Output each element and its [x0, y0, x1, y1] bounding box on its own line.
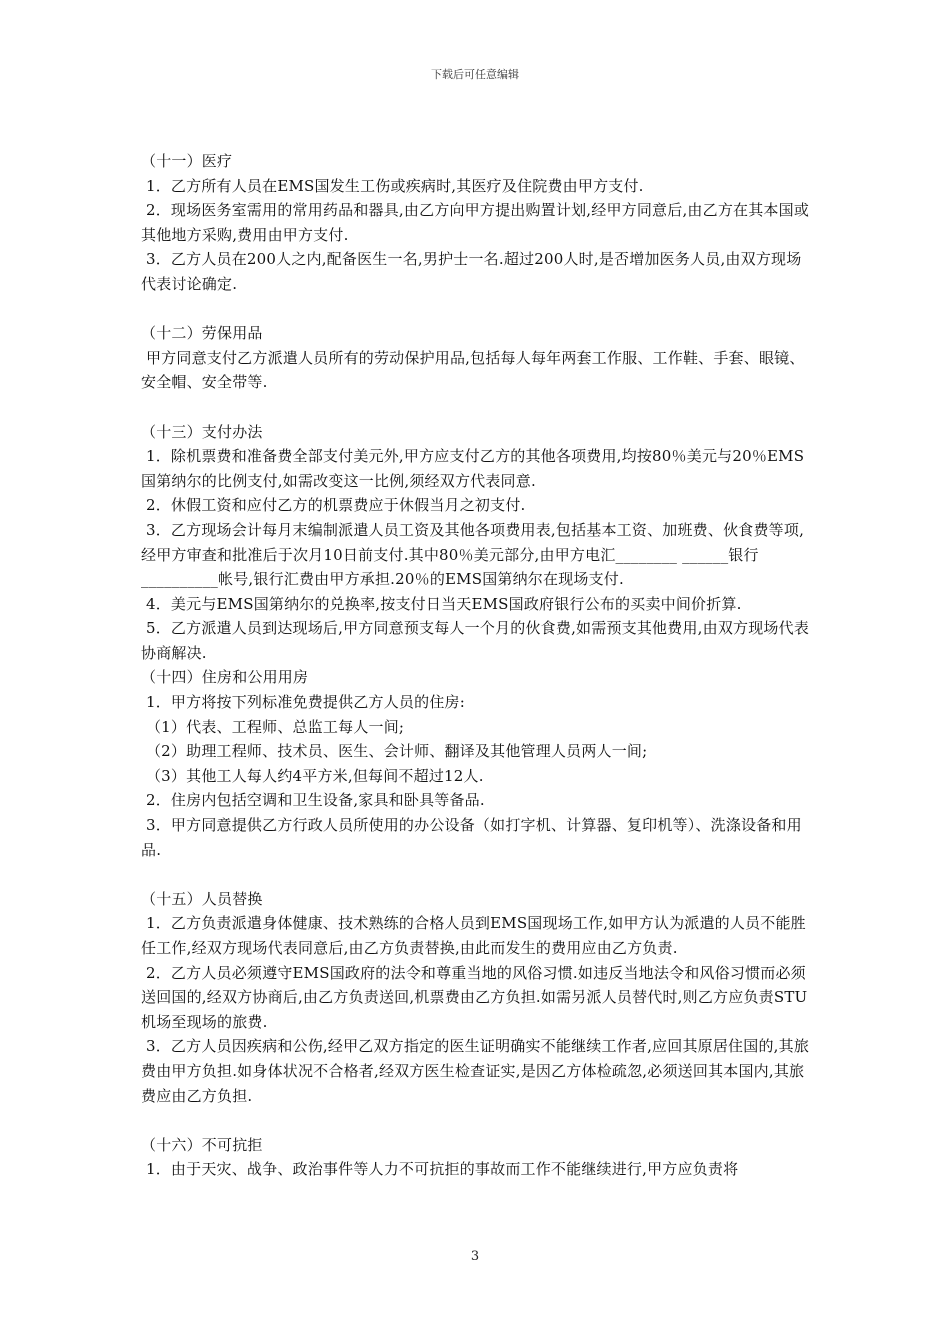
- document-body: [141, 149, 811, 1182]
- paragraph: 2．住房内包括空调和卫生设备,家具和卧具等备品.: [141, 791, 485, 810]
- blank-line: [141, 862, 811, 887]
- paragraph: （十六）不可抗拒: [141, 1135, 263, 1154]
- paragraph: （1）代表、工程师、总监工每人一间;: [141, 717, 405, 736]
- paragraph: 2．休假工资和应付乙方的机票费应于休假当月之初支付.: [141, 496, 526, 515]
- paragraph: 4．美元与EMS国第纳尔的兑换率,按支付日当天EMS国政府银行公布的买卖中间价折算.: [141, 594, 742, 613]
- page-number: 3: [470, 1249, 480, 1264]
- paragraph: 3．甲方同意提供乙方行政人员所使用的办公设备（如打字机、计算器、复印机等）、洗涤设备和用品.: [141, 816, 802, 859]
- paragraph: 1．甲方将按下列标准免费提供乙方人员的住房:: [141, 693, 465, 712]
- header-note: 下载后可任意编辑: [431, 68, 519, 81]
- paragraph: 1．乙方负责派遣身体健康、技术熟练的合格人员到EMS国现场工作,如甲方认为派遣的人员不能胜任工作,经双方现场代表同意后,由乙方负责替换,由此而发生的费用应由乙方负责.: [141, 914, 806, 957]
- paragraph: 1．乙方所有人员在EMS国发生工伤或疾病时,其医疗及住院费由甲方支付.: [141, 176, 644, 195]
- paragraph: 3．乙方现场会计每月末编制派遣人员工资及其他各项费用表,包括基本工资、加班费、伙食费等项,经甲方审查和批准后于次月10日前支付.其中80％美元部分,由甲方电汇________ ______银行__________帐号,银行汇费由甲方承担.20％的EMS国第纳尔在现场支付.: [141, 520, 805, 589]
- paragraph: 3．乙方人员因疾病和公伤,经甲乙双方指定的医生证明确实不能继续工作者,应回其原居住国的,其旅费由甲方负担.如身体状况不合格者,经双方医生检查证实,是因乙方体检疏忽,必须送回其本国内,其旅费应由乙方负担.: [141, 1037, 810, 1105]
- paragraph: （十四）住房和公用用房: [141, 668, 309, 687]
- paragraph: 2．现场医务室需用的常用药品和器具,由乙方向甲方提出购置计划,经甲方同意后,由乙方在其本国或其他地方采购,费用由甲方支付.: [141, 201, 810, 244]
- paragraph: （十三）支付办法: [141, 422, 263, 441]
- paragraph: （十五）人员替换: [141, 889, 263, 908]
- paragraph: 2．乙方人员必须遵守EMS国政府的法令和尊重当地的风俗习惯.如违反当地法令和风俗习惯而必须送回国的,经双方协商后,由乙方负责送回,机票费由乙方负担.如需另派人员替代时,则乙方应负责STU机场至现场的旅费.: [141, 963, 808, 1031]
- paragraph: 1．除机票费和准备费全部支付美元外,甲方应支付乙方的其他各项费用,均按80％美元与20％EMS国第纳尔的比例支付,如需改变这一比例,须经双方代表同意.: [141, 447, 805, 490]
- paragraph: （十二）劳保用品: [141, 324, 263, 343]
- paragraph: 1．由于天灾、战争、政治事件等人力不可抗拒的事故而工作不能继续进行,甲方应负责将: [141, 1160, 739, 1179]
- paragraph: 3．乙方人员在200人之内,配备医生一名,男护士一名.超过200人时,是否增加医务人员,由双方现场代表讨论确定.: [141, 250, 802, 293]
- paragraph: 甲方同意支付乙方派遣人员所有的劳动保护用品,包括每人每年两套工作服、工作鞋、手套、眼镜、安全帽、安全带等.: [141, 348, 805, 392]
- blank-line: [141, 1108, 811, 1133]
- blank-line: [141, 395, 811, 420]
- paragraph: （十一）医疗: [141, 152, 233, 170]
- blank-line: [141, 297, 811, 322]
- paragraph: （3）其他工人每人约4平方米,但每间不超过12人.: [141, 766, 484, 785]
- paragraph: 5．乙方派遣人员到达现场后,甲方同意预支每人一个月的伙食费,如需预支其他费用,由双方现场代表协商解决.: [141, 619, 810, 662]
- paragraph: （2）助理工程师、技术员、医生、会计师、翻译及其他管理人员两人一间;: [141, 742, 648, 761]
